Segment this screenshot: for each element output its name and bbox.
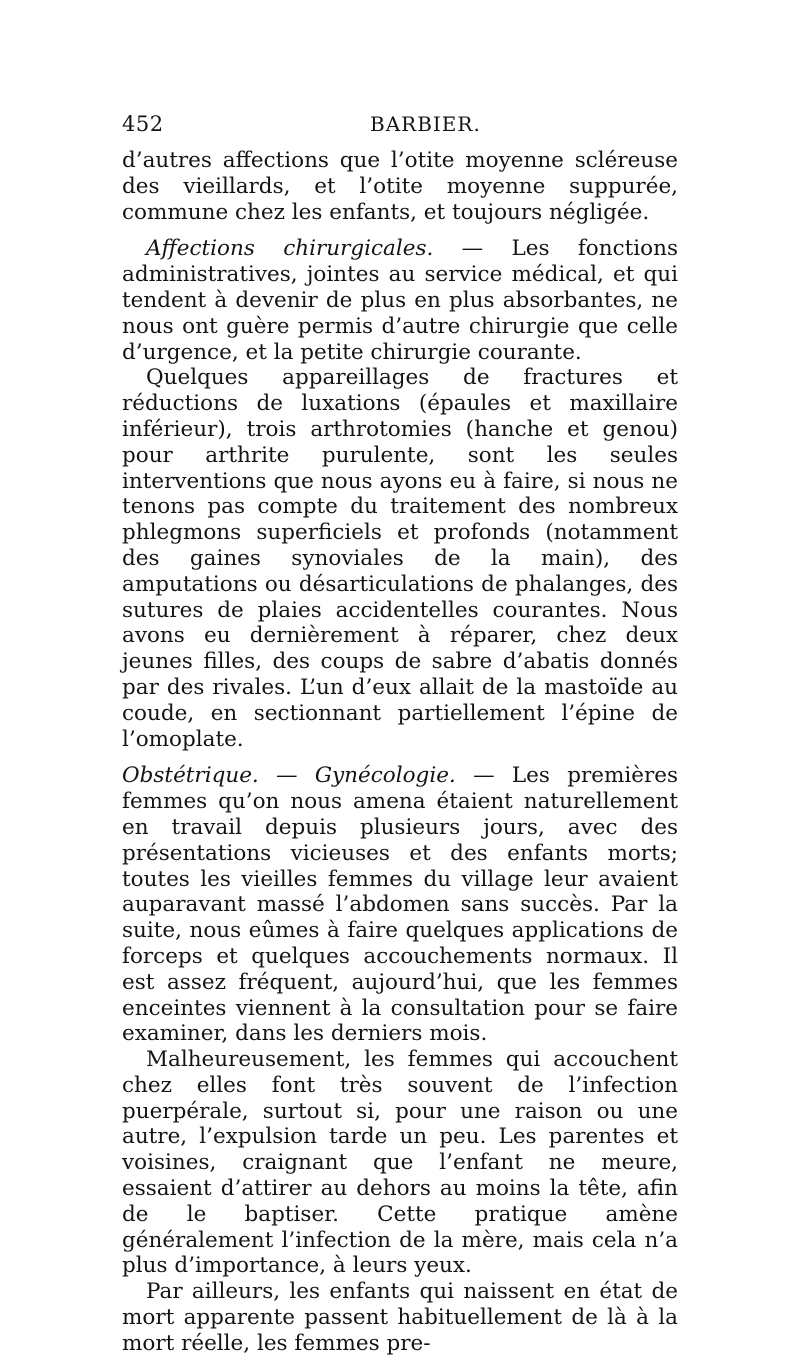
section-title-obstetrique-gynecologie: Obstétrique. — Gynécologie. bbox=[122, 763, 456, 789]
paragraph-affections-chirurgicales bbox=[122, 236, 678, 365]
paragraph-mort-apparente: Par ailleurs, les enfants qui naissent en état de mort apparente passent habituellement de là à la mort réelle, les femmes pre- bbox=[122, 1279, 678, 1356]
body-text bbox=[122, 148, 678, 1357]
page-number: 452 bbox=[122, 112, 164, 136]
paragraph-otite: d’autres affections que l’otite moyenne scléreuse des vieillards, et l’otite moyenne suppurée, commune chez les enfants, et toujours négligée. bbox=[122, 148, 678, 225]
section-title-affections-chirurgicales: Affections chirurgicales. bbox=[146, 236, 434, 262]
paragraph-infection-puerperale: Malheureusement, les femmes qui accouchent chez elles font très souvent de l’infection puerpérale, surtout si, pour une raison ou une autre, l’expulsion tarde un peu. Les parentes et voisines, craignant que l’enfant ne meure, essaient d’attirer au dehors au moins la tête, afin de le baptiser. Cette pratique amène généralement l’infection de la mère, mais cela n’a plus d’importance, à leurs yeux. bbox=[122, 1047, 678, 1279]
running-title: BARBIER. bbox=[370, 112, 481, 136]
paragraph-affections-text: — Les fonctions administratives, jointes au service médical, et qui tendent à devenir de plus en plus absorbantes, ne nous ont guère permis d’autre chirurgie que celle d’urgence, et la petite chirurgie courante. bbox=[122, 236, 678, 365]
paragraph-interventions: Quelques appareillages de fractures et réductions de luxations (épaules et maxillaire inférieur), trois arthrotomies (hanche et genou) pour arthrite purulente, sont les seules interventions que nous ayons eu à faire, si nous ne tenons pas compte du traitement des nombreux phlegmons superficiels et profonds (notamment des gaines synoviales de la main), des amputations ou désarticulations de phalanges, des sutures de plaies accidentelles courantes. Nous avons eu dernièrement à réparer, chez deux jeunes filles, des coups de sabre d’abatis donnés par des rivales. L’un d’eux allait de la mastoïde au coude, en sectionnant partiellement l’épine de l’omoplate. bbox=[122, 365, 678, 752]
paragraph-obstetrique-text: — Les premières femmes qu’on nous amena étaient naturellement en travail depuis plusieurs jours, avec des présentations vicieuses et des enfants morts; toutes les vieilles femmes du village leur avaient auparavant massé l’abdomen sans succès. Par la suite, nous eûmes à faire quelques applications de forceps et quelques accouchements normaux. Il est assez fréquent, aujourd’hui, que les femmes enceintes viennent à la consultation pour se faire examiner, dans les derniers mois. bbox=[122, 763, 679, 1047]
page-header bbox=[122, 112, 678, 142]
paragraph-obstetrique bbox=[122, 763, 678, 1047]
